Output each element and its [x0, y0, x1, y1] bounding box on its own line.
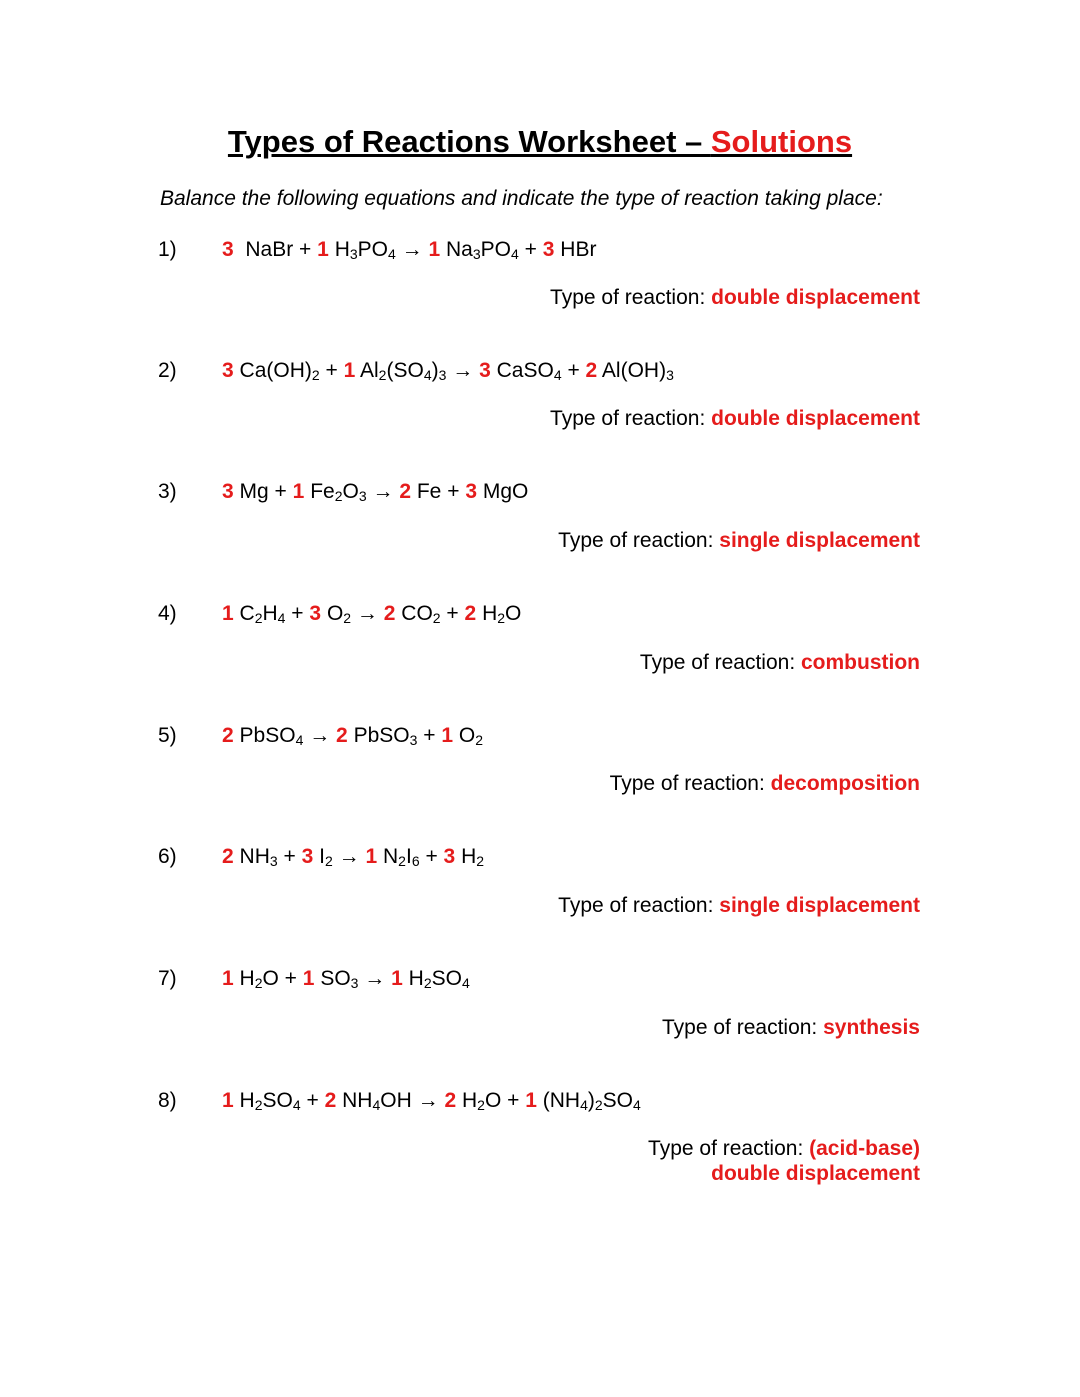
problem-number: 4): [158, 602, 177, 625]
arrow-icon: →: [417, 1089, 439, 1112]
problem-number: 5): [158, 724, 177, 747]
reaction-type-1: Type of reaction: double displacement: [550, 286, 920, 309]
equation-5: 2 PbSO$_4$ → 2 PbSO$_3$ + 1 $O_2$: [222, 724, 484, 748]
reaction-type-6: Type of reaction: single displacement: [558, 894, 920, 917]
arrow-icon: →: [401, 238, 423, 261]
arrow-icon: →: [372, 480, 394, 503]
problem-number: 1): [158, 238, 177, 261]
reaction-type-7: Type of reaction: synthesis: [662, 1016, 920, 1039]
equation-8: 1 $H_2SO_4 + 2$ $NH_4OH \to 2$ $H_2O + 1$ $(NH_4)_2SO_4$: [222, 1089, 641, 1113]
arrow-icon: →: [338, 845, 360, 868]
problem-number: 2): [158, 359, 177, 382]
page-title: Types of Reactions Worksheet – Solutions: [227, 124, 853, 159]
problem-number: 7): [158, 967, 177, 990]
reaction-type-3: Type of reaction: single displacement: [558, 529, 920, 552]
arrow-icon: →: [356, 602, 378, 625]
equation-2: 3 $Ca(OH)_2 + 1$ $Al_2(SO_4)_3 \to 3$ CaSO$_4$ + 2 $Al(OH)_3$: [222, 359, 674, 383]
title-solutions: Solutions: [710, 124, 853, 159]
equation-6: 2 $NH_3 + 3$ $I_2 \to 1$ $N_2I_6 + 3$ $H_2$: [222, 845, 485, 869]
equation-3: 3 Mg + 1 $Fe_2O_3 \to 2$ Fe + 3 MgO: [222, 480, 529, 504]
problem-number: 8): [158, 1089, 177, 1112]
problem-number: 6): [158, 845, 177, 868]
equation-4: 1 $C_2H_4 + 3$ $O_2 \to 2$ $CO_2 + 2$ $H_2O$: [222, 602, 522, 626]
arrow-icon: →: [309, 724, 331, 747]
reaction-type-4: Type of reaction: combustion: [639, 651, 920, 674]
equation-1: 3 NaBr + 1 $H_3PO_4 \to 1$ $Na_3PO_4 + 3$ HBr: [222, 238, 597, 262]
instructions: Balance the following equations and indicate the type of reaction taking place:: [160, 187, 883, 210]
reaction-type-2: Type of reaction: double displacement: [550, 407, 920, 430]
reaction-type-5: Type of reaction: decomposition: [609, 772, 920, 795]
arrow-icon: →: [364, 967, 386, 990]
problem-number: 3): [158, 480, 177, 503]
reaction-type-8-line2: double displacement: [711, 1162, 920, 1185]
reaction-type-8: Type of reaction: (acid-base): [648, 1137, 920, 1160]
arrow-icon: →: [452, 359, 474, 382]
equation-7: 1 $H_2O + 1$ $SO_3 \to 1$ $H_2SO_4$: [222, 967, 470, 991]
